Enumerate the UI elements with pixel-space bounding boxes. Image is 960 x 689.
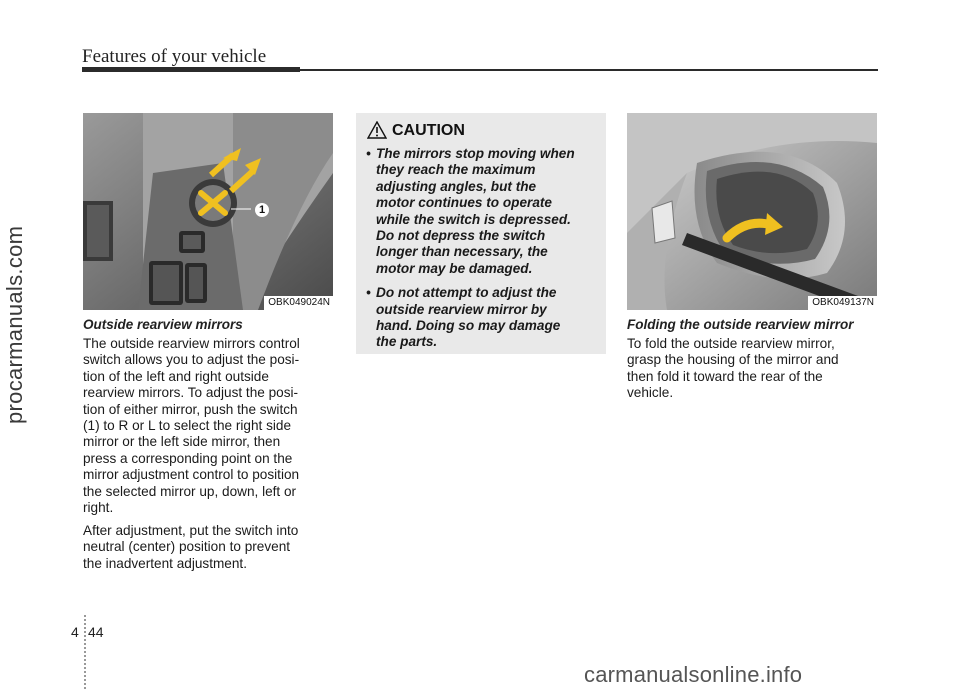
header-rule-thick [82,67,300,72]
page-header-title: Features of your vehicle [82,46,267,67]
paragraph-mirror-control [83,336,333,516]
text-line: while the switch is depressed. [376,211,571,227]
text-line: To fold the outside rearview mirror, [627,336,835,351]
caution-title: CAUTION [392,122,465,139]
text-line: grasp the housing of the mirror and [627,352,839,368]
image-code-right: OBK049137N [808,296,877,310]
text-line: tion of either mirror, push the switch [83,401,298,417]
page-number: 44 [88,624,104,640]
text-line: vehicle. [627,385,674,401]
text-line: switch allows you to adjust the posi- [83,352,300,368]
text-line: the parts. [376,334,438,350]
text-line: the inadvertent adjustment. [83,555,247,571]
text-line: motor continues to operate [376,195,552,211]
paragraph-folding-mirror [627,336,877,402]
bottom-watermark: carmanualsonline.info [584,662,803,687]
section-number: 4 [71,624,79,640]
folding-mirror-photo [627,113,877,310]
text-line: rearview mirrors. To adjust the posi- [83,385,299,401]
text-line: right. [83,500,114,516]
mirror-switch-illustration [83,113,333,310]
text-line: outside rearview mirror by [376,301,547,317]
text-line: After adjustment, put the switch into [83,523,299,538]
header-rule-thin [300,69,878,71]
caution-list [366,146,598,359]
image-code-left: OBK049024N [264,296,333,310]
paragraph-after-adjustment [83,523,333,572]
folding-mirror-illustration [627,113,877,310]
text-line: Do not attempt to adjust the [376,285,557,301]
side-watermark-text: procarmanuals.com [2,225,27,424]
text-line: motor may be damaged. [376,260,533,276]
caution-item [366,146,598,277]
side-watermark [2,225,28,424]
bullet-marker: • [366,285,371,301]
text-line: tion of the left and right outside [83,368,269,384]
mirror-switch-photo [83,113,333,310]
text-line: they reach the maximum [376,162,536,178]
section-heading-folding-mirror: Folding the outside rearview mirror [627,317,854,332]
bullet-marker: • [366,146,371,161]
text-line: The mirrors stop moving when [376,146,575,161]
text-line: then fold it toward the rear of the [627,368,823,384]
text-line: the selected mirror up, down, left or [83,483,297,499]
text-line: mirror or the left side mirror, then [83,434,281,450]
text-line: adjusting angles, but the [376,178,537,194]
text-line: press a corresponding point on the [83,450,293,466]
text-line: mirror adjustment control to position [83,467,300,483]
text-line: longer than necessary, the [376,244,548,260]
text-line: The outside rearview mirrors control [83,336,300,351]
caution-item [366,285,598,351]
text-line: Do not depress the switch [376,228,546,244]
section-heading-outside-mirrors: Outside rearview mirrors [83,317,243,332]
warning-triangle-icon [367,121,387,139]
text-line: (1) to R or L to select the right side [83,418,292,434]
callout-number-1: 1 [255,203,269,217]
text-line: hand. Doing so may damage [376,318,561,334]
text-line: neutral (center) position to prevent [83,539,291,555]
